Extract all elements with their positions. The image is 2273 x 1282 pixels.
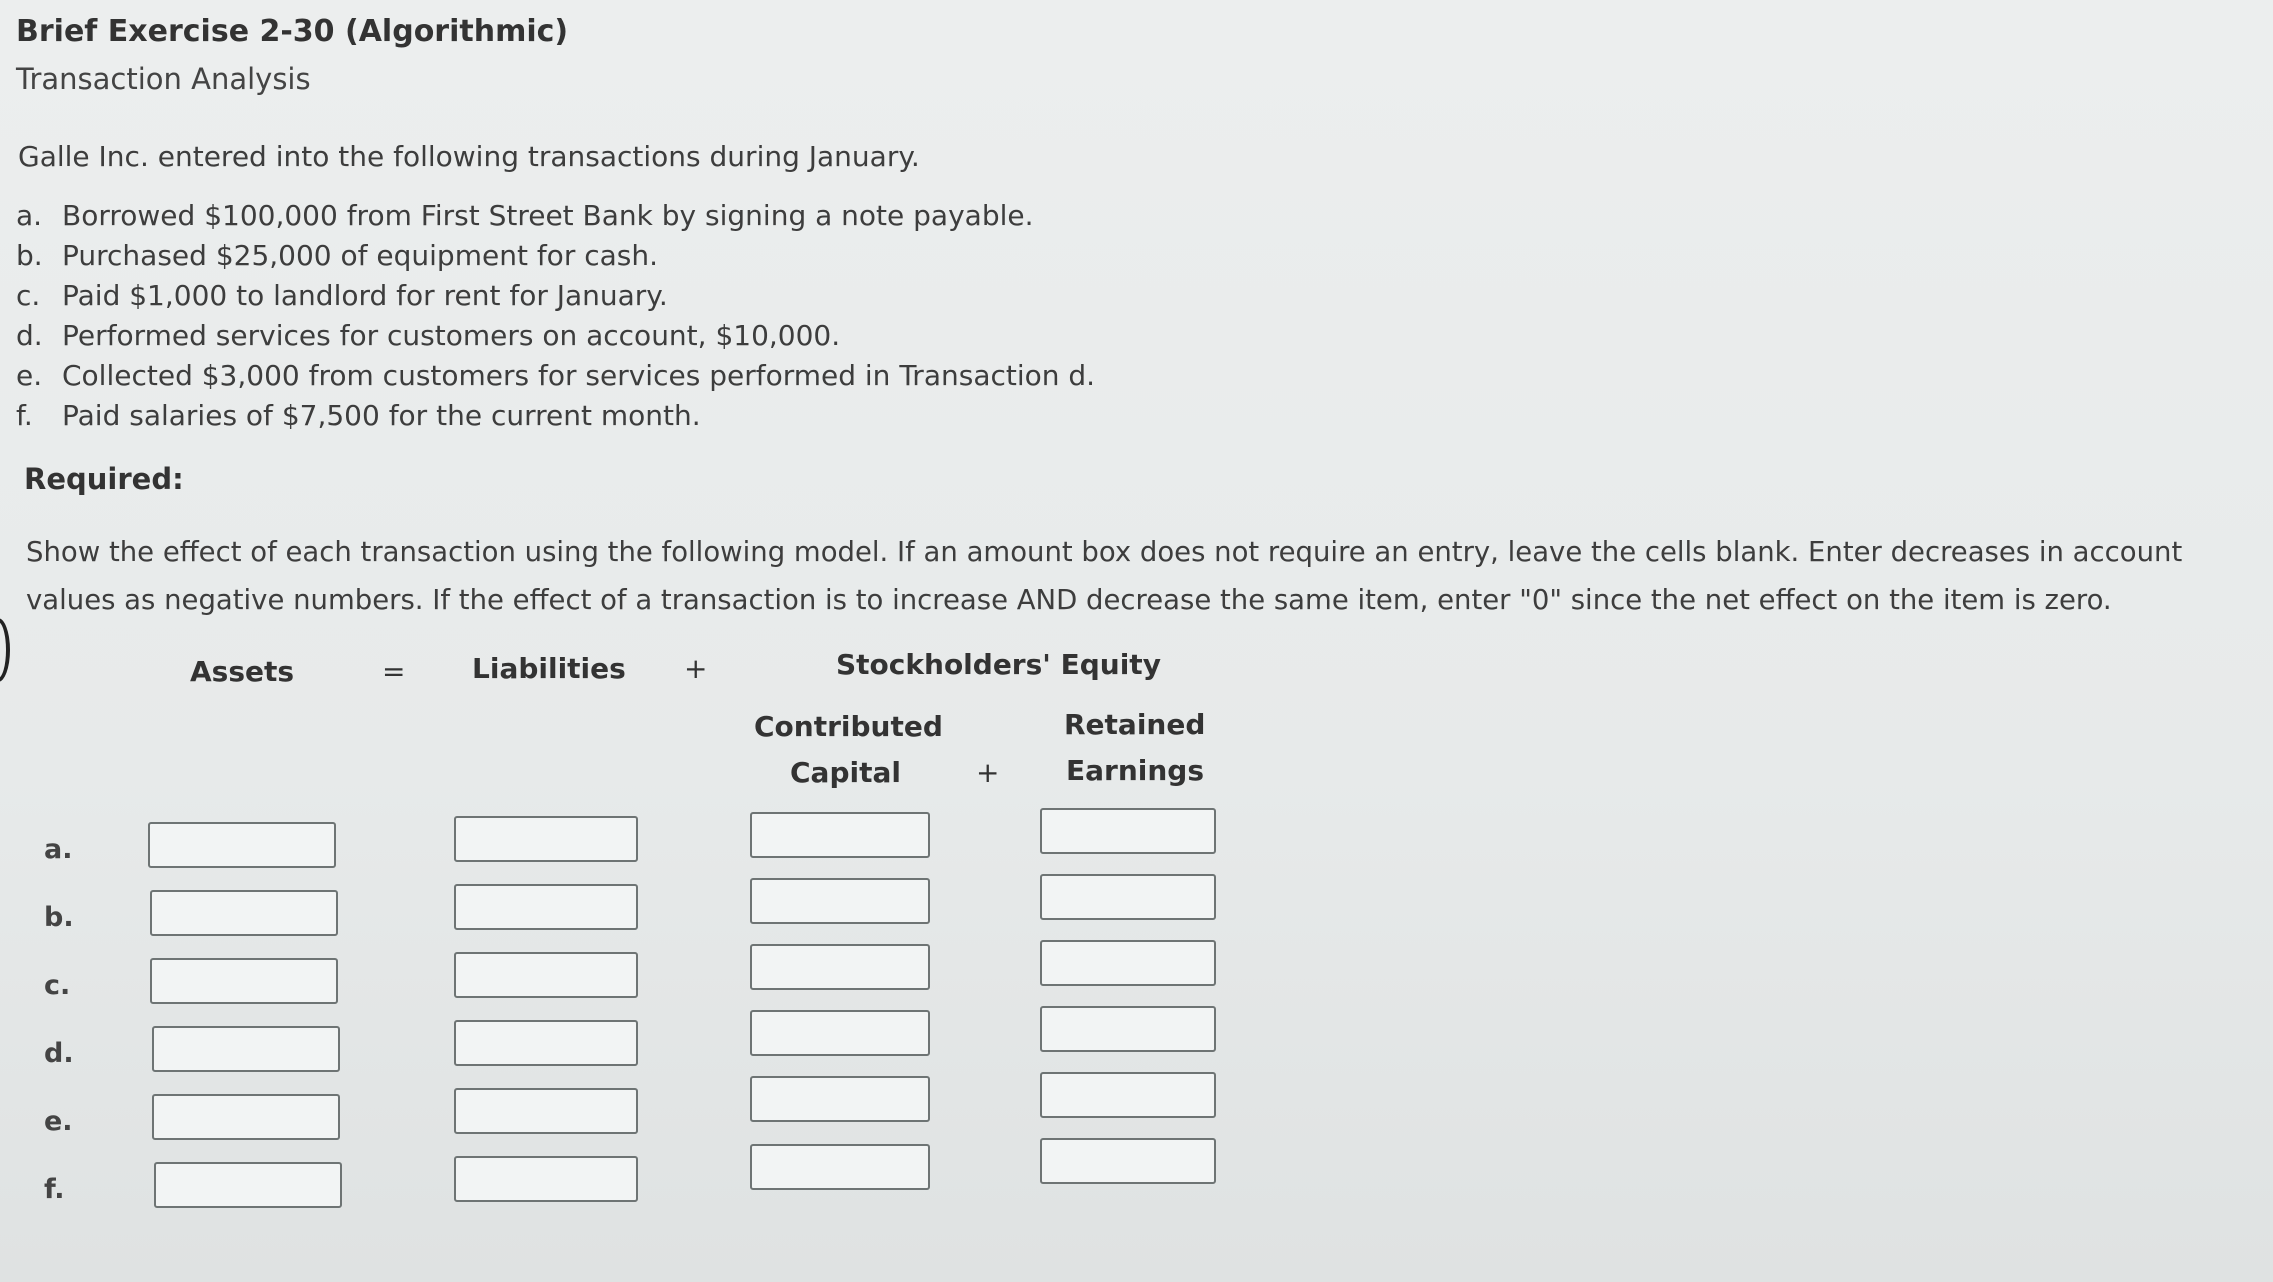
- row-label-f: f.: [44, 1174, 65, 1205]
- plus-sign: +: [684, 652, 708, 685]
- row-label-b: b.: [44, 902, 74, 933]
- liabilities-input-d[interactable]: [454, 1020, 638, 1066]
- retained-earnings-input-c[interactable]: [1040, 940, 1216, 986]
- list-item: [16, 196, 1095, 236]
- contributed-capital-input-e[interactable]: [750, 1076, 930, 1122]
- assets-input-c[interactable]: [150, 958, 338, 1004]
- list-item: [16, 396, 1095, 436]
- transaction-letter: a.: [16, 199, 43, 232]
- transaction-letter: c.: [16, 279, 41, 312]
- liabilities-input-e[interactable]: [454, 1088, 638, 1134]
- contributed-capital-input-b[interactable]: [750, 878, 930, 924]
- liabilities-header: Liabilities: [472, 652, 626, 685]
- transaction-text: Collected $3,000 from customers for services performed in Transaction d.: [62, 359, 1096, 392]
- retained-earnings-input-f[interactable]: [1040, 1138, 1216, 1184]
- plus-sign-equity: +: [976, 756, 1000, 789]
- retained-earnings-header-line1: Retained: [1064, 708, 1206, 741]
- page-subtitle: Transaction Analysis: [16, 62, 311, 96]
- intro-text: Galle Inc. entered into the following transactions during January.: [18, 140, 920, 173]
- row-label-a: a.: [44, 834, 73, 865]
- transaction-list: [16, 196, 1095, 436]
- transaction-text: Paid $1,000 to landlord for rent for January.: [62, 279, 668, 312]
- transaction-text: Purchased $25,000 of equipment for cash.: [62, 239, 659, 272]
- contributed-capital-input-d[interactable]: [750, 1010, 930, 1056]
- liabilities-input-b[interactable]: [454, 884, 638, 930]
- liabilities-input-a[interactable]: [454, 816, 638, 862]
- contributed-capital-header-line2: Capital: [790, 756, 901, 789]
- page-title: Brief Exercise 2-30 (Algorithmic): [16, 14, 569, 49]
- edge-marker: [0, 618, 10, 682]
- list-item: [16, 276, 1095, 316]
- instructions-text: Show the effect of each transaction using the following model. If an amount box does not require an entry, leave the cells blank. Enter decreases in account values as negative numbers. If the effect of a transaction is to increase AND decrease the same item, enter "0" since the net effect on the item is zero.: [26, 536, 2183, 616]
- liabilities-input-c[interactable]: [454, 952, 638, 998]
- retained-earnings-header-line2: Earnings: [1066, 754, 1205, 787]
- transaction-text: Borrowed $100,000 from First Street Bank by signing a note payable.: [62, 199, 1034, 232]
- retained-earnings-input-b[interactable]: [1040, 874, 1216, 920]
- transaction-text: Performed services for customers on account, $10,000.: [62, 319, 841, 352]
- transaction-letter: e.: [16, 359, 43, 392]
- transaction-letter: d.: [16, 319, 43, 352]
- required-heading: Required:: [24, 462, 184, 496]
- list-item: [16, 356, 1095, 396]
- list-item: [16, 316, 1095, 356]
- retained-earnings-input-a[interactable]: [1040, 808, 1216, 854]
- assets-input-a[interactable]: [148, 822, 336, 868]
- assets-input-e[interactable]: [152, 1094, 340, 1140]
- transaction-letter: b.: [16, 239, 43, 272]
- liabilities-input-f[interactable]: [454, 1156, 638, 1202]
- assets-header: Assets: [190, 655, 295, 688]
- contributed-capital-input-c[interactable]: [750, 944, 930, 990]
- row-label-d: d.: [44, 1038, 74, 1069]
- assets-input-f[interactable]: [154, 1162, 342, 1208]
- contributed-capital-input-a[interactable]: [750, 812, 930, 858]
- equals-sign: =: [382, 655, 406, 688]
- retained-earnings-input-d[interactable]: [1040, 1006, 1216, 1052]
- stockholders-equity-header: Stockholders' Equity: [836, 648, 1161, 681]
- retained-earnings-input-e[interactable]: [1040, 1072, 1216, 1118]
- contributed-capital-header-line1: Contributed: [754, 710, 943, 743]
- row-label-e: e.: [44, 1106, 73, 1137]
- transaction-letter: f.: [16, 399, 33, 432]
- row-label-c: c.: [44, 970, 71, 1001]
- list-item: [16, 236, 1095, 276]
- assets-input-b[interactable]: [150, 890, 338, 936]
- contributed-capital-input-f[interactable]: [750, 1144, 930, 1190]
- assets-input-d[interactable]: [152, 1026, 340, 1072]
- transaction-text: Paid salaries of $7,500 for the current month.: [62, 399, 701, 432]
